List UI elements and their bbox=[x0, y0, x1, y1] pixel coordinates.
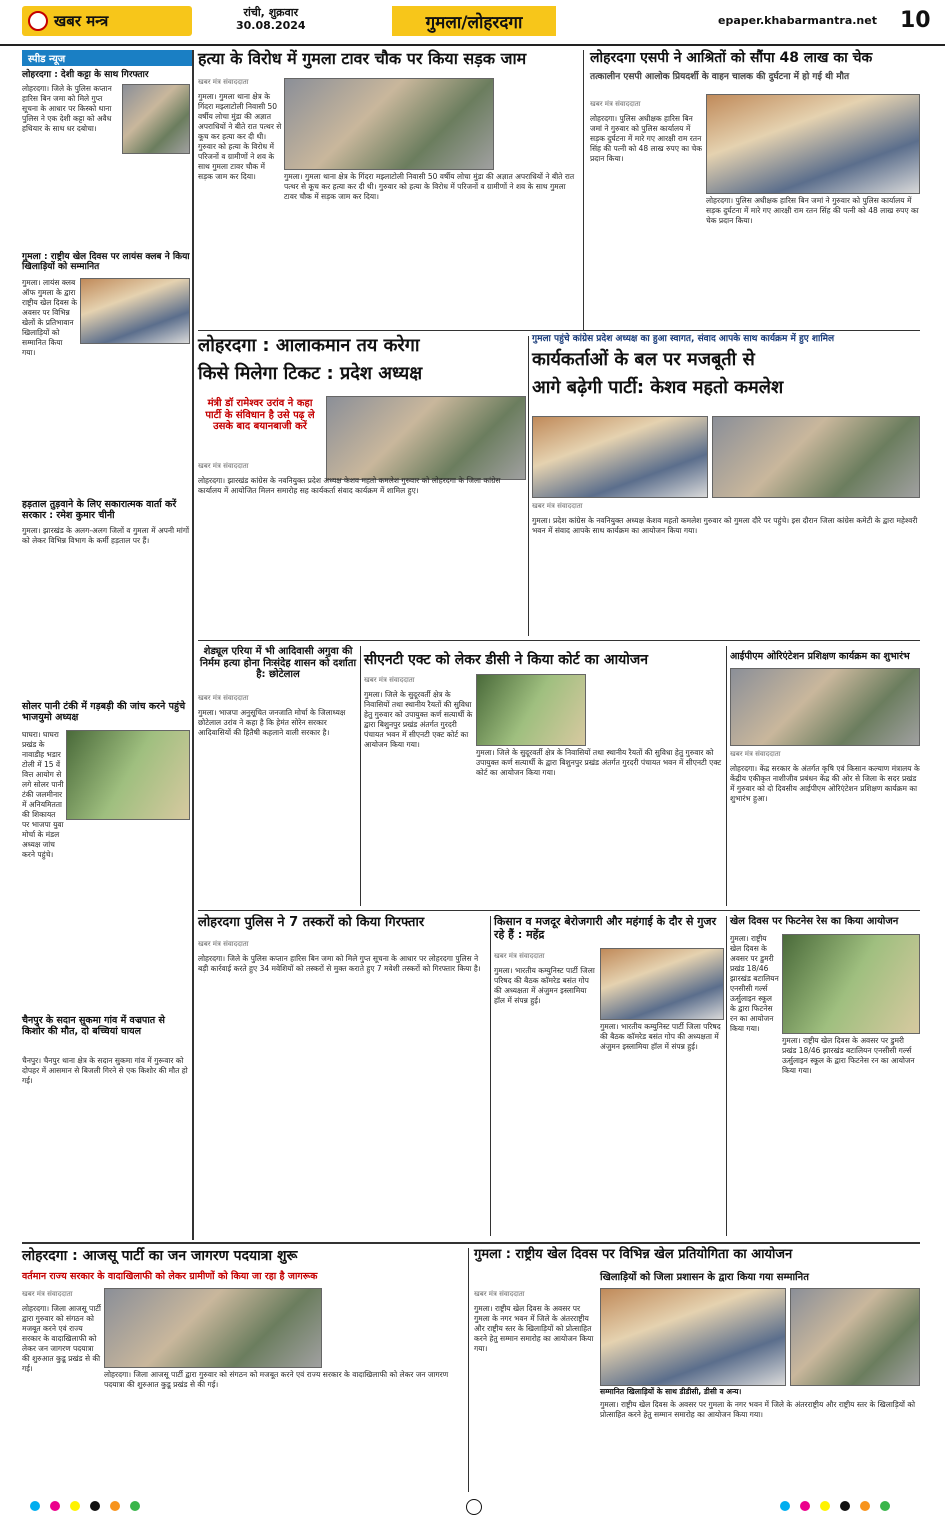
story-headline: खेल दिवस पर फिटनेस रेस का किया आयोजन bbox=[730, 916, 899, 927]
registration-dot bbox=[90, 1501, 100, 1511]
story-headline: सीएनटी एक्ट को लेकर डीसी ने किया कोर्ट का आयोजन bbox=[364, 652, 649, 668]
story-subhead: खिलाड़ियों को जिला प्रशासन के द्वारा किया गया सम्मानित bbox=[600, 1272, 809, 1283]
sidebar-item-body: चैनपुर। चैनपुर थाना क्षेत्र के सदान सुकमा गांव में गुरूवार को दोपहर में आसमान से बिजली गिरने से एक किशोर की मौत हो गई। bbox=[22, 1056, 188, 1085]
byline: खबर मंत्र संवाददाता bbox=[730, 750, 781, 758]
story-body: लोहरदगा। जिले के पुलिस कप्तान हारिस बिन जमा को मिले गुप्त सूचना के आधार पर लोहरदगा पुलिस ने बड़ी कार्रवाई करते हुए 34 मवेशियों को तस्करों से मुक्त कराते हुए 7 मवेशी तस्करों को गिरफ्तार किया है। bbox=[198, 954, 481, 973]
section-label: गुमला/लोहरदगा bbox=[392, 6, 556, 36]
story-kicker: गुमला पहुंचे कांग्रेस प्रदेश अध्यक्ष का हुआ स्वागत, संवाद आपके साथ कार्यक्रम में हुए शामिल bbox=[532, 334, 835, 344]
sidebar-photo bbox=[80, 278, 190, 344]
section-divider bbox=[198, 330, 920, 331]
registration-dot bbox=[70, 1501, 80, 1511]
registration-dot bbox=[840, 1501, 850, 1511]
byline: खबर मंत्र संवाददाता bbox=[198, 78, 249, 86]
story-body: लोहरदगा। पुलिस अधीक्षक हारिस बिन जमां ने गुरुवार को पुलिस कार्यालय में सड़क दुर्घटना में मारे गए आरक्षी राम रतन सिंह की पत्नी को 48 लाख रुपए का चेक प्रदान किया। bbox=[590, 114, 702, 163]
column-divider bbox=[360, 646, 361, 906]
sidebar-item-body: घाघरा। घाघरा प्रखंड के नावाडीह भडार टोली में 15 वें वित्त आयोग से लगे सोलर पानी टंकी जलमीनार में अनियमितता की शिकायत पर भाजपा युवा मोर्चा के मंडल अध्यक्ष जांच करने पहुंचे। bbox=[22, 730, 64, 859]
section-divider bbox=[198, 910, 920, 911]
story-headline: आगे बढ़ेगी पार्टी: केशव महतो कमलेश bbox=[532, 377, 784, 398]
column-divider bbox=[583, 50, 584, 330]
masthead bbox=[0, 0, 945, 46]
date: 30.08.2024 bbox=[236, 19, 306, 32]
sidebar-item-headline: चैनपुर के सदान सुकमा गांव में वज्रपात से किशोर की मौत, दो बच्चियां घायल bbox=[22, 1015, 165, 1037]
story-body: गुमला। भाजपा अनुसूचित जनजाति मोर्चा के जिलाध्यक्ष छोटेलाल उरांव ने कहा है कि हेमंत सोरेन सरकार आदिवासियों की हितैषी कहलाने वाली सरकार है। bbox=[198, 708, 346, 737]
registration-dot bbox=[50, 1501, 60, 1511]
logo-emblem-icon bbox=[28, 11, 48, 31]
story-body: गुमला। भारतीय कम्युनिस्ट पार्टी जिला परिषद की बैठक कॉमरेड बसंत गोप की अध्यक्षता में अंजुमन इस्लामिया हॉल में संपन्न हुई। bbox=[494, 966, 595, 1005]
byline: खबर मंत्र संवाददाता bbox=[198, 694, 249, 702]
story-headline: लोहरदगा : आजसू पार्टी का जन जागरण पदयात्रा शुरू bbox=[22, 1248, 298, 1264]
story-subhead: वर्तमान राज्य सरकार के वादाखिलाफी को लेकर ग्रामीणों को किया जा रहा है जागरूक bbox=[22, 1271, 318, 1282]
sidebar-item-body: लोहरदगा। जिले के पुलिस कप्तान हारिस बिन जमा को मिले गुप्त सूचना के आधार पर किस्को थाना पुलिस ने एक देशी कट्टा को अवैध हथियार के साथ धर दबोचा। bbox=[22, 84, 112, 133]
story-photo bbox=[600, 948, 724, 1020]
story-headline: हत्या के विरोध में गुमला टावर चौक पर किया सड़क जाम bbox=[198, 49, 527, 68]
dateline bbox=[236, 6, 306, 32]
story-body: लोहरदगा। जिला आजसू पार्टी द्वारा गुरुवार को संगठन को मजबूत करने एवं राज्य सरकार के वादाखिलाफी को लेकर जन जागरण पदयात्रा की शुरुआत कुडू प्रखंड से की गई। bbox=[22, 1304, 101, 1373]
story-photo bbox=[532, 416, 708, 498]
story-photo bbox=[782, 934, 920, 1034]
column-divider bbox=[528, 336, 529, 636]
print-registration-bar bbox=[0, 1495, 945, 1517]
story-body-continued: लोहरदगा। पुलिस अधीक्षक हारिस बिन जमां ने गुरुवार को पुलिस कार्यालय में सड़क दुर्घटना में मारे गए आरक्षी राम रतन सिंह की पत्नी को 48 लाख रुपए का चेक प्रदान किया। bbox=[706, 196, 919, 225]
story-body-continued: गुमला। राष्ट्रीय खेल दिवस के अवसर पर डुमरी प्रखंड 18/46 झारखंड बटालियन एनसीसी गर्ल्स ऊर्सुलाइन स्कूल के द्वारा फिटनेस रन का आयोजन किया गया। bbox=[782, 1036, 915, 1075]
story-headline: गुमला : राष्ट्रीय खेल दिवस पर विभिन्न खेल प्रतियोगिता का आयोजन bbox=[474, 1247, 793, 1262]
story-photo bbox=[104, 1288, 322, 1368]
byline: खबर मंत्र संवाददाता bbox=[198, 462, 249, 470]
column-divider bbox=[490, 916, 491, 1236]
sidebar-photo bbox=[122, 84, 190, 154]
sidebar-item-headline: सोलर पानी टंकी में गड़बड़ी की जांच करने पहुंचे भाजयुमो अध्यक्ष bbox=[22, 701, 186, 723]
story-headline: लोहरदगा : आलाकमान तय करेगा bbox=[198, 335, 420, 356]
story-headline: किसान व मजदूर बेरोजगारी और महंगाई के दौर से गुजर रहे हैं : महेंद्र bbox=[494, 915, 717, 941]
photo-caption: सम्मानित खिलाड़ियों के साथ डीडीसी, डीसी व अन्य। bbox=[600, 1387, 742, 1396]
story-headline: शेड्यूल एरिया में भी आदिवासी अगुवा की निर्मम हत्या होना निःसंदेह शासन को दर्शाता है: छोटेलाल bbox=[199, 646, 357, 680]
city-day: रांची, शुक्रवार bbox=[243, 6, 299, 19]
registration-dot bbox=[800, 1501, 810, 1511]
column-divider bbox=[192, 50, 194, 1240]
registration-dot bbox=[110, 1501, 120, 1511]
sidebar-item-headline: हड़ताल तुड़वाने के लिए सकारात्मक वार्ता करें सरकार : रमेश कुमार चीनी bbox=[22, 499, 177, 521]
logo-text: खबर मन्त्र bbox=[54, 12, 109, 30]
byline: खबर मंत्र संवाददाता bbox=[474, 1290, 525, 1298]
byline: खबर मंत्र संवाददाता bbox=[494, 952, 545, 960]
newspaper-logo bbox=[22, 6, 192, 36]
story-photo bbox=[476, 674, 586, 746]
sidebar-photo bbox=[66, 730, 190, 820]
story-body-continued: गुमला। जिले के सुदूरवर्ती क्षेत्र के निवासियों तथा स्थानीय रैयतों की सुविधा हेतु गुरुवार को उपायुक्त कर्ण सत्यार्थी के द्वारा बिशुनपुर प्रखंड अंतर्गत गुरदरी पंचायत भवन में सीएनटी एक्ट कोर्ट का आयोजन किया गया। bbox=[476, 748, 722, 777]
story-photo bbox=[284, 78, 494, 170]
byline: खबर मंत्र संवाददाता bbox=[590, 100, 641, 108]
registration-dot bbox=[30, 1501, 40, 1511]
section-divider bbox=[22, 1242, 920, 1244]
sidebar-item-headline: गुमला : राष्ट्रीय खेल दिवस पर लायंस क्लब ने किया खिलाड़ियों को सम्मानित bbox=[22, 252, 190, 273]
story-headline: लोहरदगा पुलिस ने 7 तस्करों को किया गिरफ्तार bbox=[198, 915, 425, 930]
byline: खबर मंत्र संवाददाता bbox=[22, 1290, 73, 1298]
registration-dot bbox=[860, 1501, 870, 1511]
story-headline: कार्यकर्ताओं के बल पर मजबूती से bbox=[532, 349, 755, 370]
story-body-continued: गुमला। गुमला थाना क्षेत्र के गिंदरा मझ्लाटोली निवासी 50 वर्षीय लोचा मुंडा की अज्ञात अपराधियों ने बीते रात पत्थर से कूच कर हत्या कर दी थी। गुरुवार को हत्या के विरोध में परिजनों व ग्रामीणों ने शव के साथ गुमला टावर चौक में सड़क जाम कर दिया। bbox=[284, 172, 575, 201]
sidebar-item-body: गुमला। झारखंड के अलग-अलग जिलों व गुमला में अपनी मांगों को लेकर विभिन्न विभाग के कर्मी हड़ताल पर हैं। bbox=[22, 526, 190, 545]
sidebar-item-body: गुमला। लायंस क्लब ऑफ गुमला के द्वारा राष्ट्रीय खेल दिवस के अवसर पर विभिन्न खेलों के प्रतिभावान खिलाड़ियों को सम्मानित किया गया। bbox=[22, 278, 77, 357]
story-body: गुमला। राष्ट्रीय खेल दिवस के अवसर पर गुमला के नगर भवन में जिले के अंतरराष्ट्रीय और राष्ट्रीय स्तर के खिलाड़ियों को प्रोत्साहित करने हेतु सम्मान समारोह का आयोजन किया गया। bbox=[474, 1304, 594, 1353]
story-photo bbox=[326, 396, 526, 480]
crosshair-icon bbox=[466, 1499, 482, 1515]
byline: खबर मंत्र संवाददाता bbox=[532, 502, 583, 510]
story-subhead: तत्कालीन एसपी आलोक प्रियदर्शी के वाहन चालक की दुर्घटना में हो गई थी मौत bbox=[590, 72, 850, 82]
section-divider bbox=[198, 640, 920, 641]
story-body-continued: गुमला। राष्ट्रीय खेल दिवस के अवसर पर गुमला के नगर भवन में जिले के अंतरराष्ट्रीय और राष्ट्रीय स्तर के खिलाड़ियों को प्रोत्साहित करने हेतु सम्मान समारोह का आयोजन किया गया। bbox=[600, 1400, 916, 1419]
story-headline: किसे मिलेगा टिकट : प्रदेश अध्यक्ष bbox=[198, 363, 423, 384]
story-photo bbox=[706, 94, 920, 194]
story-body: लोहरदगा। केंद्र सरकार के अंतर्गत कृषि एवं किसान कल्याण मंत्रालय के केंद्रीय एकीकृत नाशीजीव प्रबंधन केंद्र की ओर से जिला के सदर प्रखंड में गुरुवार को दो दिवसीय आईपीएम ओरिएंटेशन प्रशिक्षण कार्यक्रम का शुभारंभ हुआ। bbox=[730, 764, 920, 803]
story-photo bbox=[600, 1288, 786, 1386]
story-body: गुमला। प्रदेश कांग्रेस के नवनियुक्त अध्यक्ष केशव महतो कमलेश गुरुवार को गुमला दौरे पर पहुंचे। इस दौरान जिला कांग्रेस कमेटी के द्वारा महेश्वरी भवन में संवाद आपके साथ कार्यक्रम का आयोजन किया गया। bbox=[532, 516, 918, 535]
page-number: 10 bbox=[900, 8, 931, 33]
registration-dot bbox=[130, 1501, 140, 1511]
registration-dot bbox=[880, 1501, 890, 1511]
story-headline: लोहरदगा एसपी ने आश्रितों को सौंपा 48 लाख का चेक bbox=[590, 50, 873, 66]
epaper-link[interactable]: epaper.khabarmantra.net bbox=[718, 14, 877, 27]
story-photo bbox=[730, 668, 920, 746]
story-body: लोहरदगा। झारखंड कांग्रेस के नवनियुक्त प्रदेश अध्यक्ष केशव महतो कमलेश गुरुवार को लोहरदगा के जिला कांग्रेस कार्यालय में आयोजित मिलन समारोह सह कार्यकर्ता संवाद कार्यक्रम में शामिल हुए। bbox=[198, 476, 501, 495]
story-body: गुमला। जिले के सुदूरवर्ती क्षेत्र के निवासियों तथा स्थानीय रैयतों की सुविधा हेतु गुरुवार को उपायुक्त कर्ण सत्यार्थी के द्वारा बिशुनपुर प्रखंड अंतर्गत गुरदरी पंचायत भवन में सीएनटी एक्ट कोर्ट का आयोजन किया गया। bbox=[364, 690, 473, 749]
byline: खबर मंत्र संवाददाता bbox=[198, 940, 249, 948]
column-divider bbox=[468, 1248, 469, 1492]
story-body: गुमला। राष्ट्रीय खेल दिवस के अवसर पर डुमरी प्रखंड 18/46 झारखंड बटालियन एनसीसी गर्ल्स ऊर्सुलाइन स्कूल के द्वारा फिटनेस रन का आयोजन किया गया। bbox=[730, 934, 779, 1033]
story-body-continued: लोहरदगा। जिला आजसू पार्टी द्वारा गुरुवार को संगठन को मजबूत करने एवं राज्य सरकार के वादाखिलाफी को लेकर जन जागरण पदयात्रा की शुरुआत कुडू प्रखंड से की गई। bbox=[104, 1370, 449, 1389]
story-body-continued: गुमला। भारतीय कम्युनिस्ट पार्टी जिला परिषद की बैठक कॉमरेड बसंत गोप की अध्यक्षता में अंजुमन इस्लामिया हॉल में संपन्न हुई। bbox=[600, 1022, 721, 1051]
byline: खबर मंत्र संवाददाता bbox=[364, 676, 415, 684]
story-photo bbox=[712, 416, 920, 498]
sidebar-item-headline: लोहरदगा : देशी कट्टा के साथ गिरफ्तार bbox=[22, 70, 149, 80]
story-photo bbox=[790, 1288, 920, 1386]
story-body: गुमला। गुमला थाना क्षेत्र के गिंदरा मझ्लाटोली निवासी 50 वर्षीय लोचा मुंडा की अज्ञात अपराधियों ने बीते रात पत्थर से कूच कर हत्या कर दी थी। गुरुवार को हत्या के विरोध में परिजनों व ग्रामीणों ने शव के साथ गुमला टावर चौक में सड़क जाम कर दिया। bbox=[198, 92, 282, 181]
column-divider bbox=[726, 916, 727, 1236]
pull-quote: मंत्री डॉ रामेश्वर उरांव ने कहा पार्टी के संविधान है उसे पढ़ ले उसके बाद बयानबाजी करें bbox=[205, 398, 315, 432]
sidebar-header: स्पीड न्यूज bbox=[22, 50, 192, 66]
registration-dot bbox=[780, 1501, 790, 1511]
column-divider bbox=[726, 646, 727, 906]
registration-dot bbox=[820, 1501, 830, 1511]
story-headline: आईपीएम ओरिएंटेशन प्रशिक्षण कार्यक्रम का शुभारंभ bbox=[730, 651, 910, 662]
